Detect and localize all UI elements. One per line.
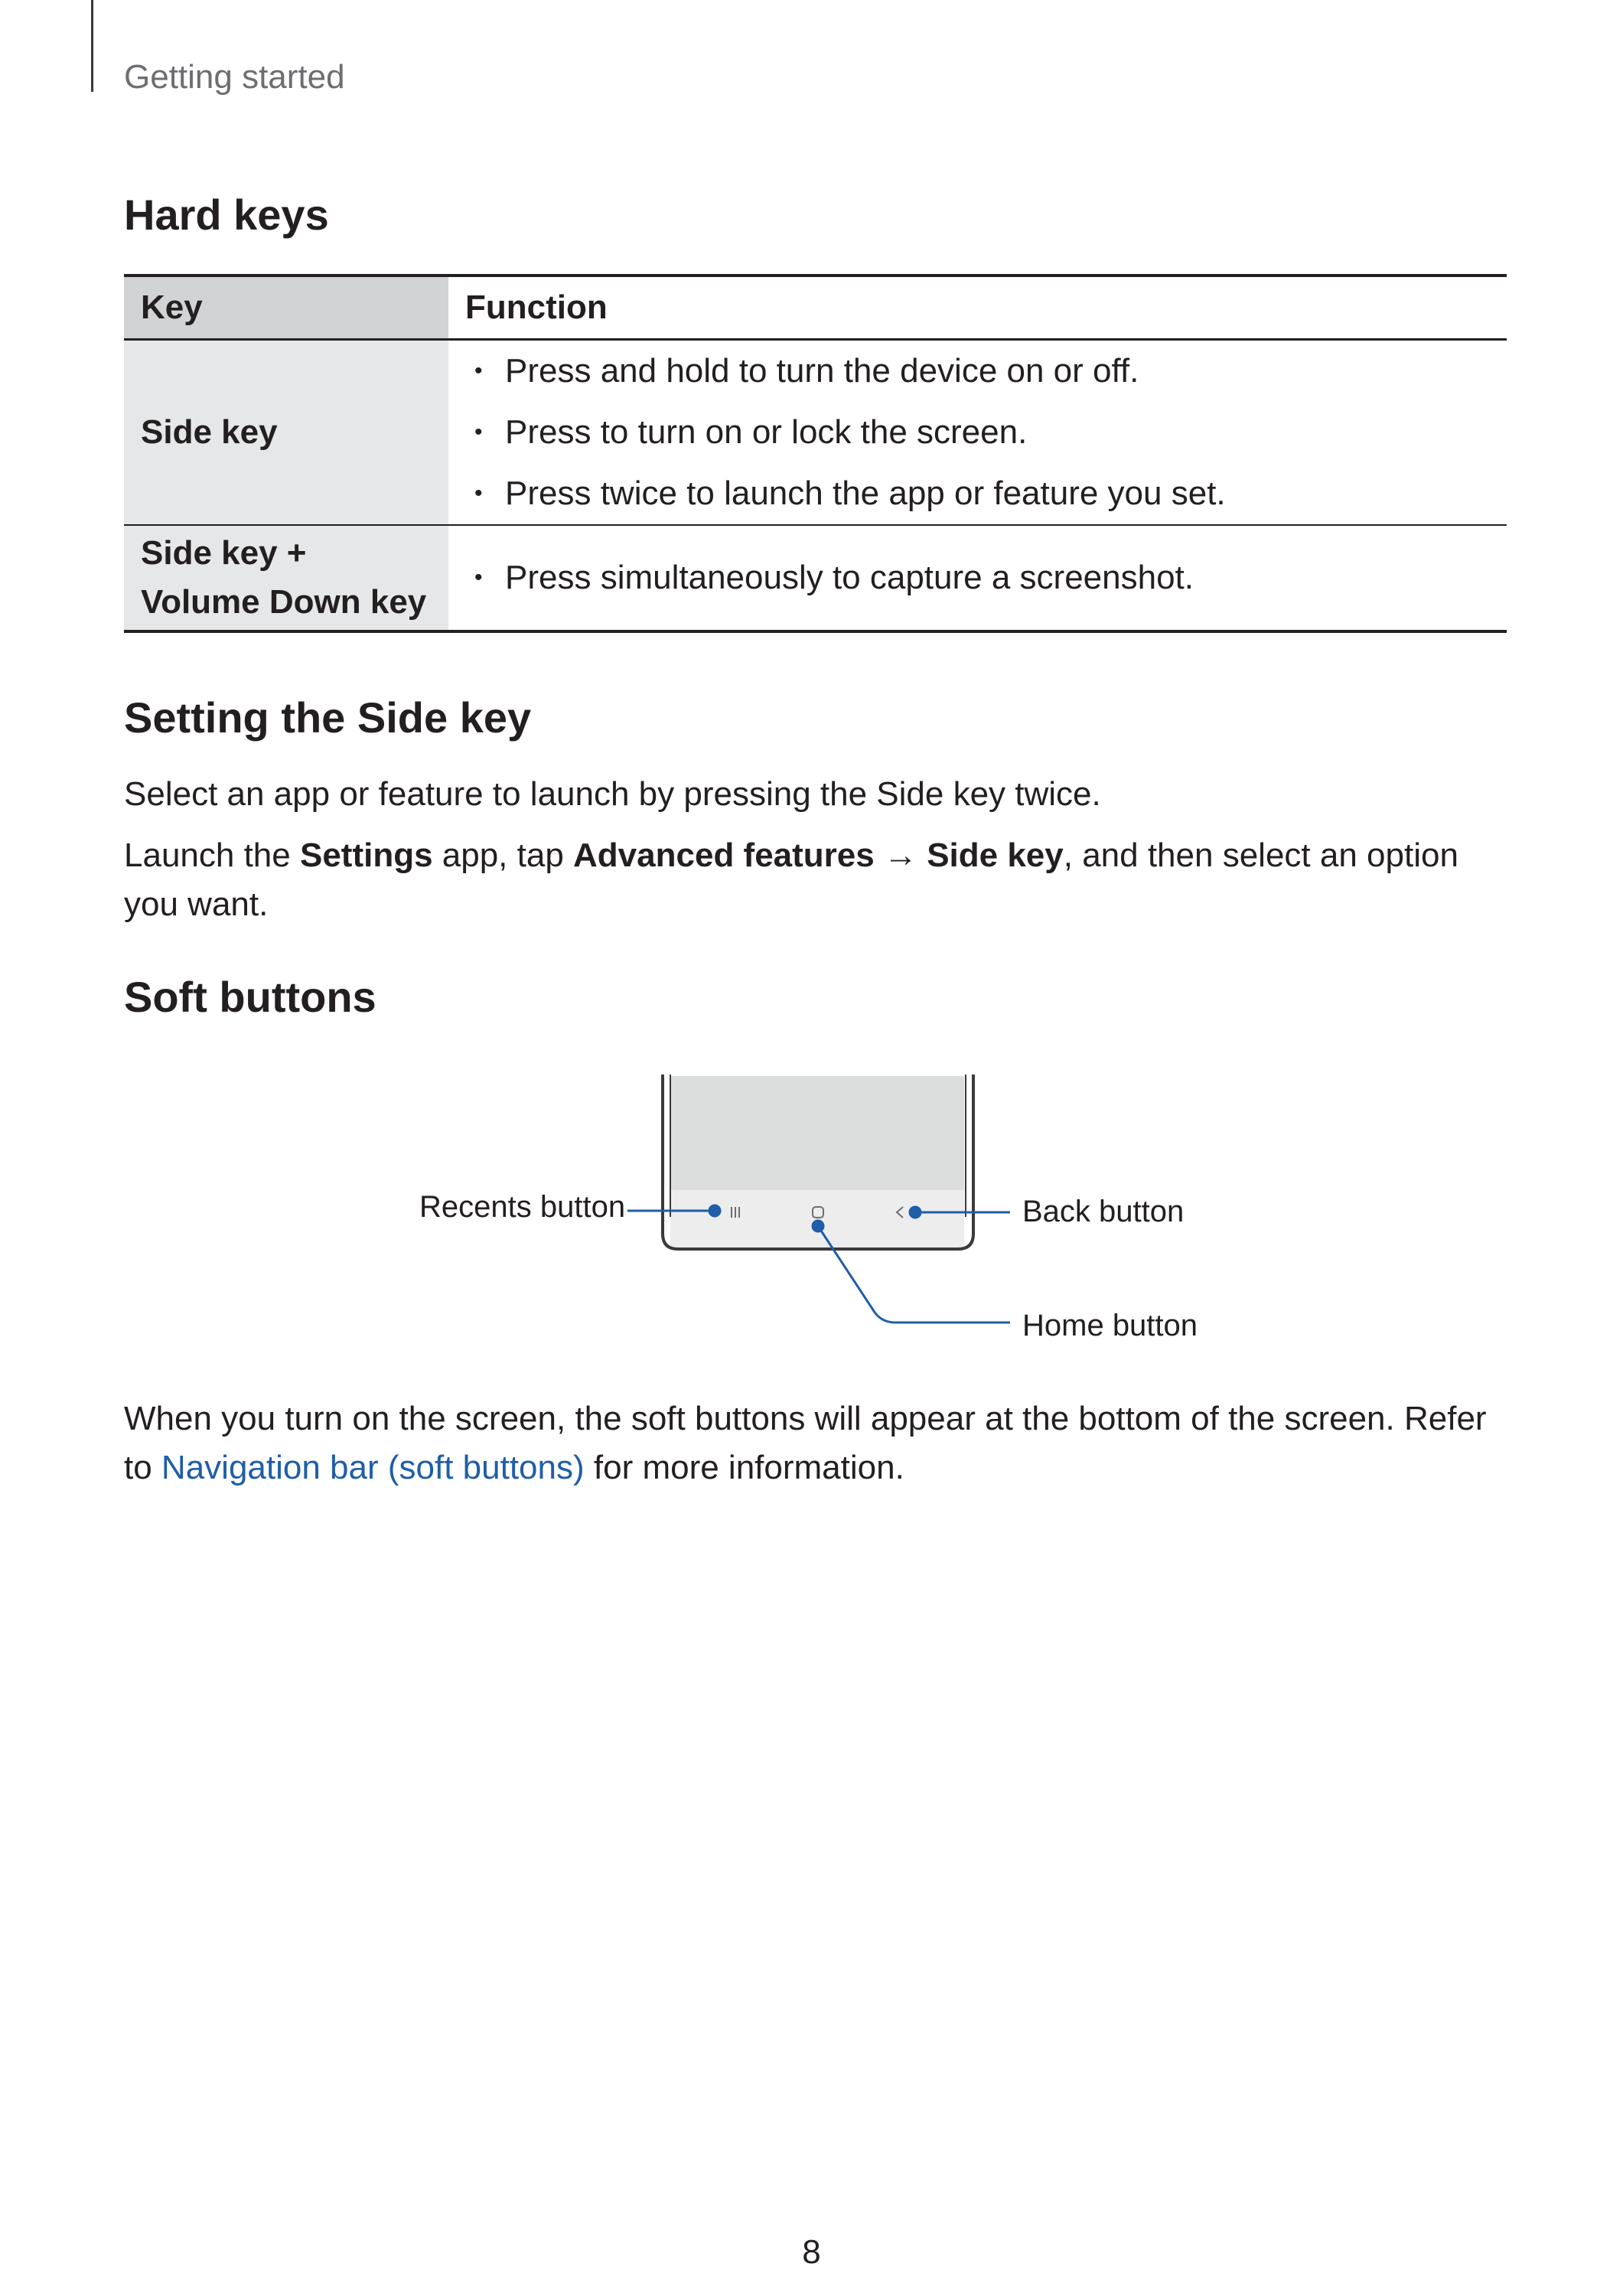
column-header-key: Key (124, 276, 448, 340)
soft-buttons-description (124, 1394, 1509, 1492)
side-key-menu: Side key (927, 837, 1064, 874)
key-line: Volume Down key (141, 583, 427, 621)
home-button-label: Home button (1022, 1309, 1198, 1342)
list-item (465, 463, 1490, 524)
text-run: When you turn on the screen, the soft buttons will appear at the bottom of the screen. Refer to (124, 1400, 1487, 1486)
column-header-function: Function (448, 276, 1507, 340)
page-number: 8 (802, 2233, 821, 2271)
navigation-bar (670, 1190, 964, 1247)
text-run: app, tap (432, 837, 574, 874)
function-text: Press and hold to turn the device on or off. (505, 352, 1139, 390)
list-item (465, 402, 1490, 463)
key-cell-side-volume-down (124, 525, 448, 631)
function-text: Press to turn on or lock the screen. (505, 413, 1028, 451)
setting-paragraph-2 (124, 831, 1509, 929)
settings-app-name: Settings (299, 837, 433, 874)
setting-side-key-heading: Setting the Side key (124, 693, 532, 742)
hard-keys-heading: Hard keys (124, 191, 329, 239)
bullet-icon: • (474, 481, 483, 506)
recents-callout-line (627, 1205, 720, 1216)
recents-icon (732, 1207, 739, 1218)
page-edge-rule (91, 0, 93, 92)
hard-keys-table (124, 274, 1507, 633)
table-row (124, 525, 1507, 631)
bullet-icon: • (474, 358, 483, 383)
phone-outline (663, 1075, 973, 1249)
bullet-icon: • (474, 565, 483, 590)
back-button-label: Back button (1022, 1195, 1185, 1228)
table-row (124, 340, 1507, 526)
list-item (465, 547, 1490, 608)
home-callout-line (813, 1221, 1010, 1322)
advanced-features-menu: Advanced features (573, 837, 875, 874)
home-icon (813, 1207, 823, 1218)
key-cell-side-key: Side key (124, 340, 448, 526)
key-line: Side key + (141, 534, 307, 572)
back-callout-line (910, 1207, 1010, 1218)
table-header-row (124, 276, 1507, 340)
function-text: Press twice to launch the app or feature you set. (505, 475, 1226, 512)
list-item (465, 341, 1490, 402)
function-list (465, 341, 1490, 524)
soft-buttons-heading: Soft buttons (124, 973, 376, 1021)
phone-screen (670, 1076, 964, 1247)
arrow-icon: → (874, 837, 927, 874)
setting-paragraph-1: Select an app or feature to launch by pressing the Side key twice. (124, 775, 1101, 813)
text-run: for more information. (584, 1449, 904, 1486)
text-run: Launch the (124, 837, 300, 874)
function-cell (448, 525, 1507, 631)
text-run: , and then select an option you want. (124, 837, 1458, 923)
bullet-icon: • (474, 419, 483, 445)
back-icon (897, 1207, 903, 1218)
function-list (465, 547, 1490, 608)
function-text: Press simultaneously to capture a screenshot. (505, 559, 1194, 596)
running-header: Getting started (124, 58, 345, 96)
function-cell (448, 340, 1507, 526)
recents-button-label: Recents button (419, 1190, 626, 1224)
navigation-bar-link[interactable]: Navigation bar (soft buttons) (161, 1449, 585, 1486)
